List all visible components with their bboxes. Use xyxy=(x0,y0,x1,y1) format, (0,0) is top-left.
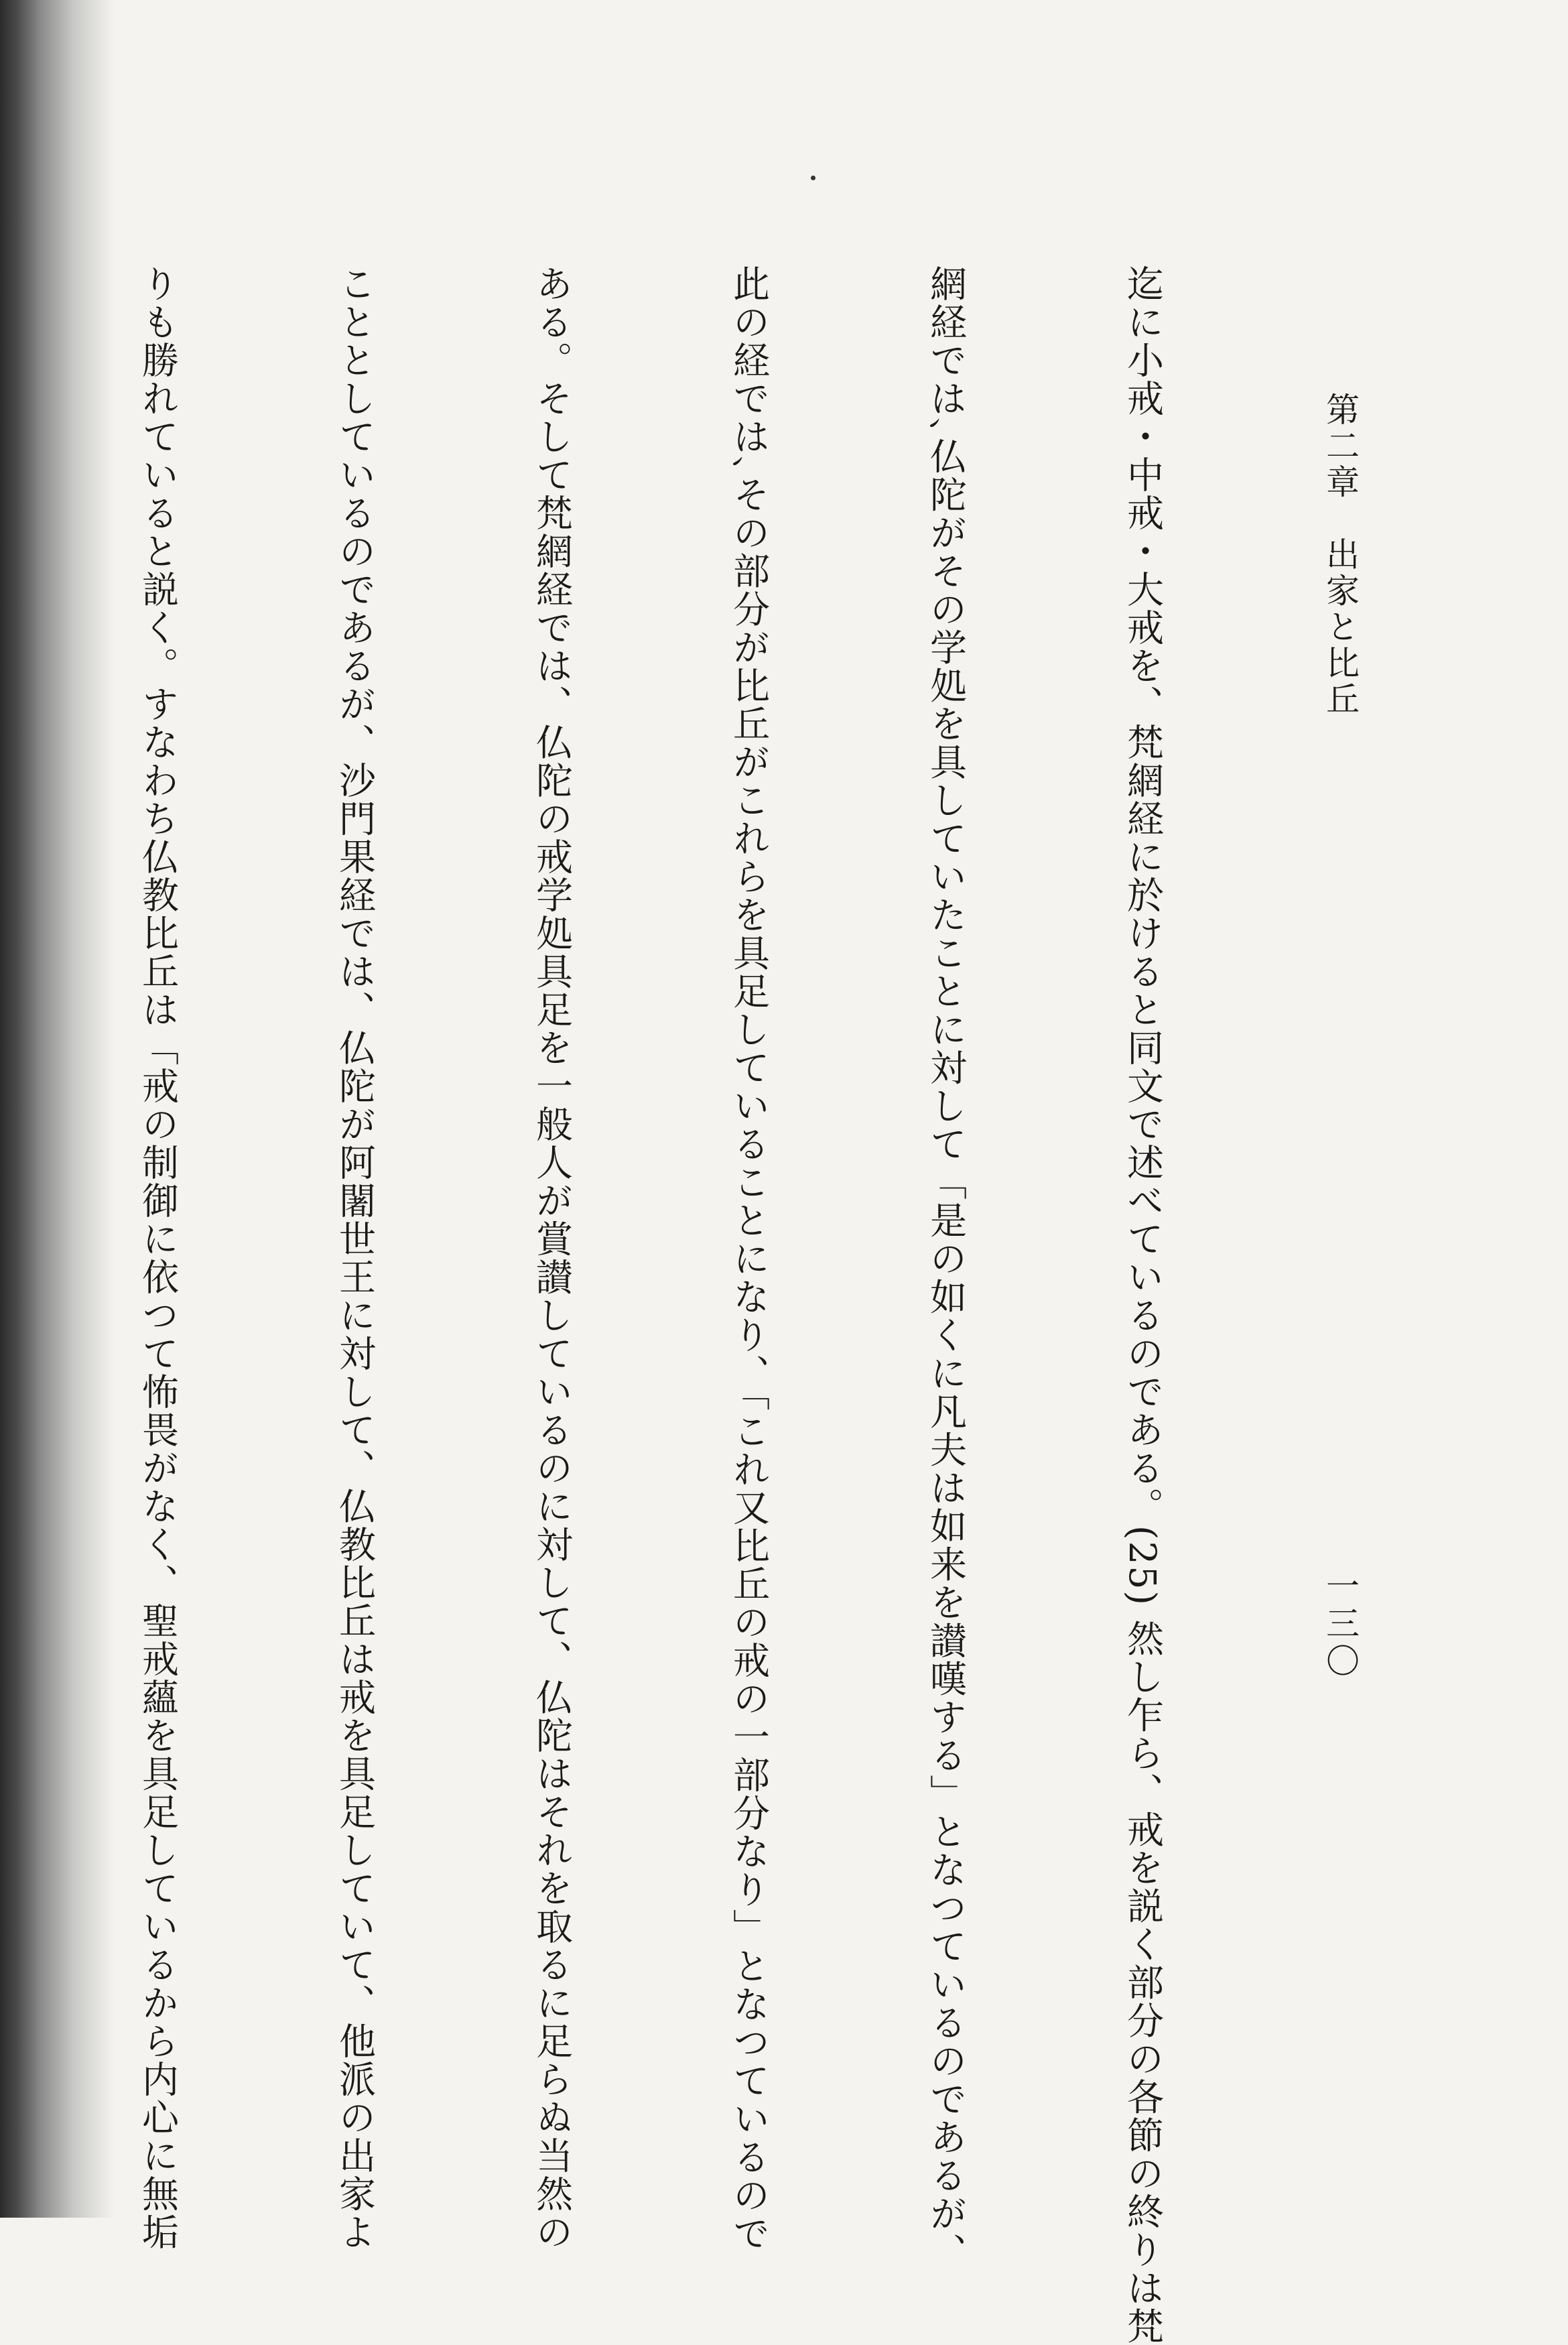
text-column: こととしているのであるが、沙門果経では、仏陀が阿闍世王に対して、仏教比丘は戒を具足していて、他派の出家よ xyxy=(333,265,376,2251)
text-column: 此の経では､その部分が比丘がこれらを具足していることになり、「これ又比丘の戒の一部分なり」となつているので xyxy=(727,265,770,2253)
stray-ink-dot xyxy=(811,176,815,180)
text-column: ある。そして梵網経では、仏陀の戒学処具足を一般人が賞讃しているのに対して、仏陀はそれを取るに足らぬ当然の xyxy=(530,265,573,2251)
page-number: 一三〇 xyxy=(1321,1568,1360,1681)
text-column: りも勝れていると説く。すなわち仏教比丘は「戒の制御に依つて怖畏がなく、聖戒蘊を具足しているから内心に無垢 xyxy=(136,265,179,2251)
chapter-header: 第二章 出家と比丘 xyxy=(1321,392,1360,718)
body-text xyxy=(136,265,1307,2345)
text-column: 迄に小戒・中戒・大戒を、梵網経に於けると同文で述べているのである。(25) 然し乍ら、戒を説く部分の各節の終りは梵 xyxy=(1121,265,1164,2345)
text-column: 網経では､仏陀がその学処を具していたことに対して「是の如くに凡夫は如来を讃嘆する」となつているのであるが、 xyxy=(924,265,967,2271)
